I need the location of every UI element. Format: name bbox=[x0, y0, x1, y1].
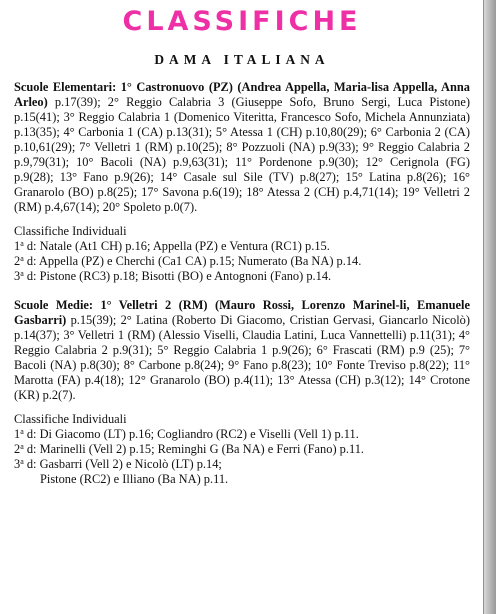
page-title: CLASSIFICHE bbox=[122, 6, 362, 37]
window-edge bbox=[483, 0, 496, 614]
medie-individual-line-2: 2$^a$ d: Marinelli (Vell 2) p.15; Reminghi G (Ba NA) e Ferri (Fano) p.11. bbox=[14, 442, 364, 456]
medie-individual-line-3: 3$^a$ d: Gasbarri (Vell 2) e Nicolò (LT) p.14; bbox=[14, 457, 222, 471]
elementari-results bbox=[14, 80, 470, 215]
elementari-rest: p.17(39); 2° Reggio Calabria 3 (Giuseppe Sofo, Bruno Sergi, Luca Pistone) p.15(41); 3° Reggio Calabria 1 (Domenico Viteritta, Francesco Sofo, Michela Annunziata) p.13(35); 4° Carbonia 1 (CA) p.13(31); 5° Atessa 1 (CH) p.10,80(29); 6° Carbonia 2 (CA) p.10,61(29); 7° Velletri 1 (RM) p.10(25); 8° Pozzuoli (NA) p.9(33); 9° Reggio Calabria 2 p.9,79(31); 10° Bacoli (NA) p.9,63(31); 11° Pordenone p.9(30); 12° Cerignola (FG) p.9(28); 13° Fano p.9(26); 14° Casale sul Sile (TV) p.8(27); 15° Latina p.8(26); 16° Granarolo (BO) p.8(25); 17° Savona p.6(19); 18° Atessa 2 (CH) p.4,71(14); 19° Velletri 2 (RM) p.4,67(14); 20° Spoleto p.0(7). bbox=[14, 95, 470, 214]
elementari-individual-heading: Classifiche Individuali bbox=[14, 224, 127, 238]
elementari-individual-line-3: 3$^a$ d: Pistone (RC3) p.18; Bisotti (BO) e Antognoni (Fano) p.14. bbox=[14, 269, 332, 283]
elementari-lead: Scuole Elementari: 1° Castronuovo (PZ) (Andrea Appella, Maria-lisa Appella, Anna Arleo) bbox=[14, 80, 470, 109]
medie-lead: Scuole Medie: 1° Velletri 2 (RM) (Mauro Rossi, Lorenzo Marinel-li, Emanuele Gasbarri) bbox=[14, 298, 470, 327]
page-subtitle: DAMA ITALIANA bbox=[154, 52, 330, 67]
medie-individual-line-3-continuation: Pistone (RC2) e Illiano (Ba NA) p.11. bbox=[40, 472, 229, 486]
medie-individual-heading: Classifiche Individuali bbox=[14, 412, 127, 426]
elementari-individual-line-2: 2$^a$ d: Appella (PZ) e Cherchi (Ca1 CA) p.15; Numerato (Ba NA) p.14. bbox=[14, 254, 362, 268]
elementari-individual-line-1: 1$^a$ d: Natale (At1 CH) p.16; Appella (PZ) e Ventura (RC1) p.15. bbox=[14, 239, 330, 253]
medie-rest: p.15(39); 2° Latina (Roberto Di Giacomo, Cristian Gervasi, Giancarlo Nicolò) p.14(37); 3° Velletri 1 (RM) (Alessio Viselli, Claudia Latini, Luca Vannettelli) p.11(31); 4° Reggio Calabria 2 p.9(31); 5° Reggio Calabria 1 p.9(26); 6° Frascati (RM) p.9 (25); 7° Bacoli (NA) p.8(30); 8° Carbone p.8(24); 9° Fano p.8(23); 10° Fonte Treviso p.8(22); 11° Marotta (FA) p.4(18); 12° Granarolo (BO) p.4(11); 13° Atessa (CH) p.3(12); 14° Crotone (KR) p.2(7). bbox=[14, 313, 470, 402]
medie-results bbox=[14, 298, 470, 403]
medie-individual-line-1: 1$^a$ d: Di Giacomo (LT) p.16; Cogliandro (RC2) e Viselli (Vell 1) p.11. bbox=[14, 427, 359, 441]
